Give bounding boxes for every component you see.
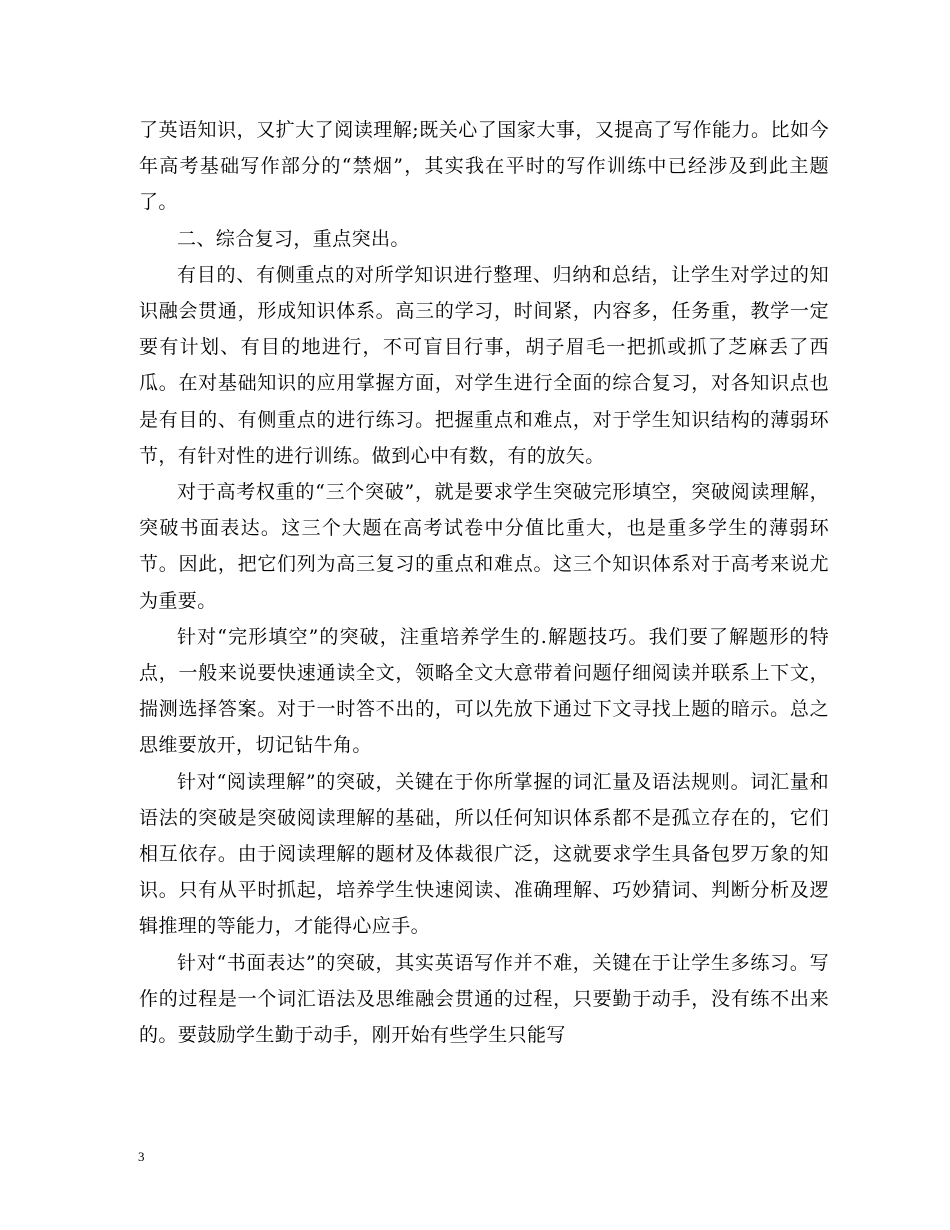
page-number: 3 <box>138 1149 145 1164</box>
section-heading: 二、综合复习，重点突出。 <box>177 227 410 250</box>
paragraph: 针对“完形填空”的突破，注重培养学生的.解题技巧。我们要了解题形的特点，一般来说要快速通读全文，领略全文大意带着问题仔细阅读并联系上下文，揣测选择答案。对于一时答不出的，可以先放下通过下文寻找上题的暗示。总之思维要放开，切记钻牛角。 <box>139 625 829 757</box>
paragraph: 针对“阅读理解”的突破，关键在于你所掌握的词汇量及语法规则。词汇量和语法的突破是突破阅读理解的基础，所以任何知识体系都不是孤立存在的，它们相互依存。由于阅读理解的题材及体裁很广泛，这就要求学生具备包罗万象的知识。只有从平时抓起，培养学生快速阅读、准确理解、巧妙猜词、判断分析及逻辑推理的等能力，才能得心应手。 <box>139 770 829 938</box>
paragraph: 针对“书面表达”的突破，其实英语写作并不难，关键在于让学生多练习。写作的过程是一个词汇语法及思维融会贯通的过程，只要勤于动手，没有练不出来的。要鼓励学生勤于动手，刚开始有些学生只能写 <box>139 951 829 1047</box>
paragraph: 对于高考权重的“三个突破”，就是要求学生突破完形填空，突破阅读理解，突破书面表达。这三个大题在高考试卷中分值比重大，也是重多学生的薄弱环节。因此，把它们列为高三复习的重点和难点。这三个知识体系对于高考来说尤为重要。 <box>139 481 829 612</box>
paragraph: 有目的、有侧重点的对所学知识进行整理、归纳和总结，让学生对学过的知识融会贯通，形成知识体系。高三的学习，时间紧，内容多，任务重，教学一定要有计划、有目的地进行，不可盲目行事，胡子眉毛一把抓或抓了芝麻丢了西瓜。在对基础知识的应用掌握方面，对学生进行全面的综合复习，对各知识点也是有目的、有侧重点的进行练习。把握重点和难点，对于学生知识结构的薄弱环节，有针对性的进行训练。做到心中有数，有的放矢。 <box>139 263 829 467</box>
document-body <box>139 112 829 1053</box>
paragraph-continued: 了英语知识，又扩大了阅读理解;既关心了国家大事，又提高了写作能力。比如今年高考基础写作部分的“禁烟”，其实我在平时的写作训练中已经涉及到此主题了。 <box>139 119 829 214</box>
